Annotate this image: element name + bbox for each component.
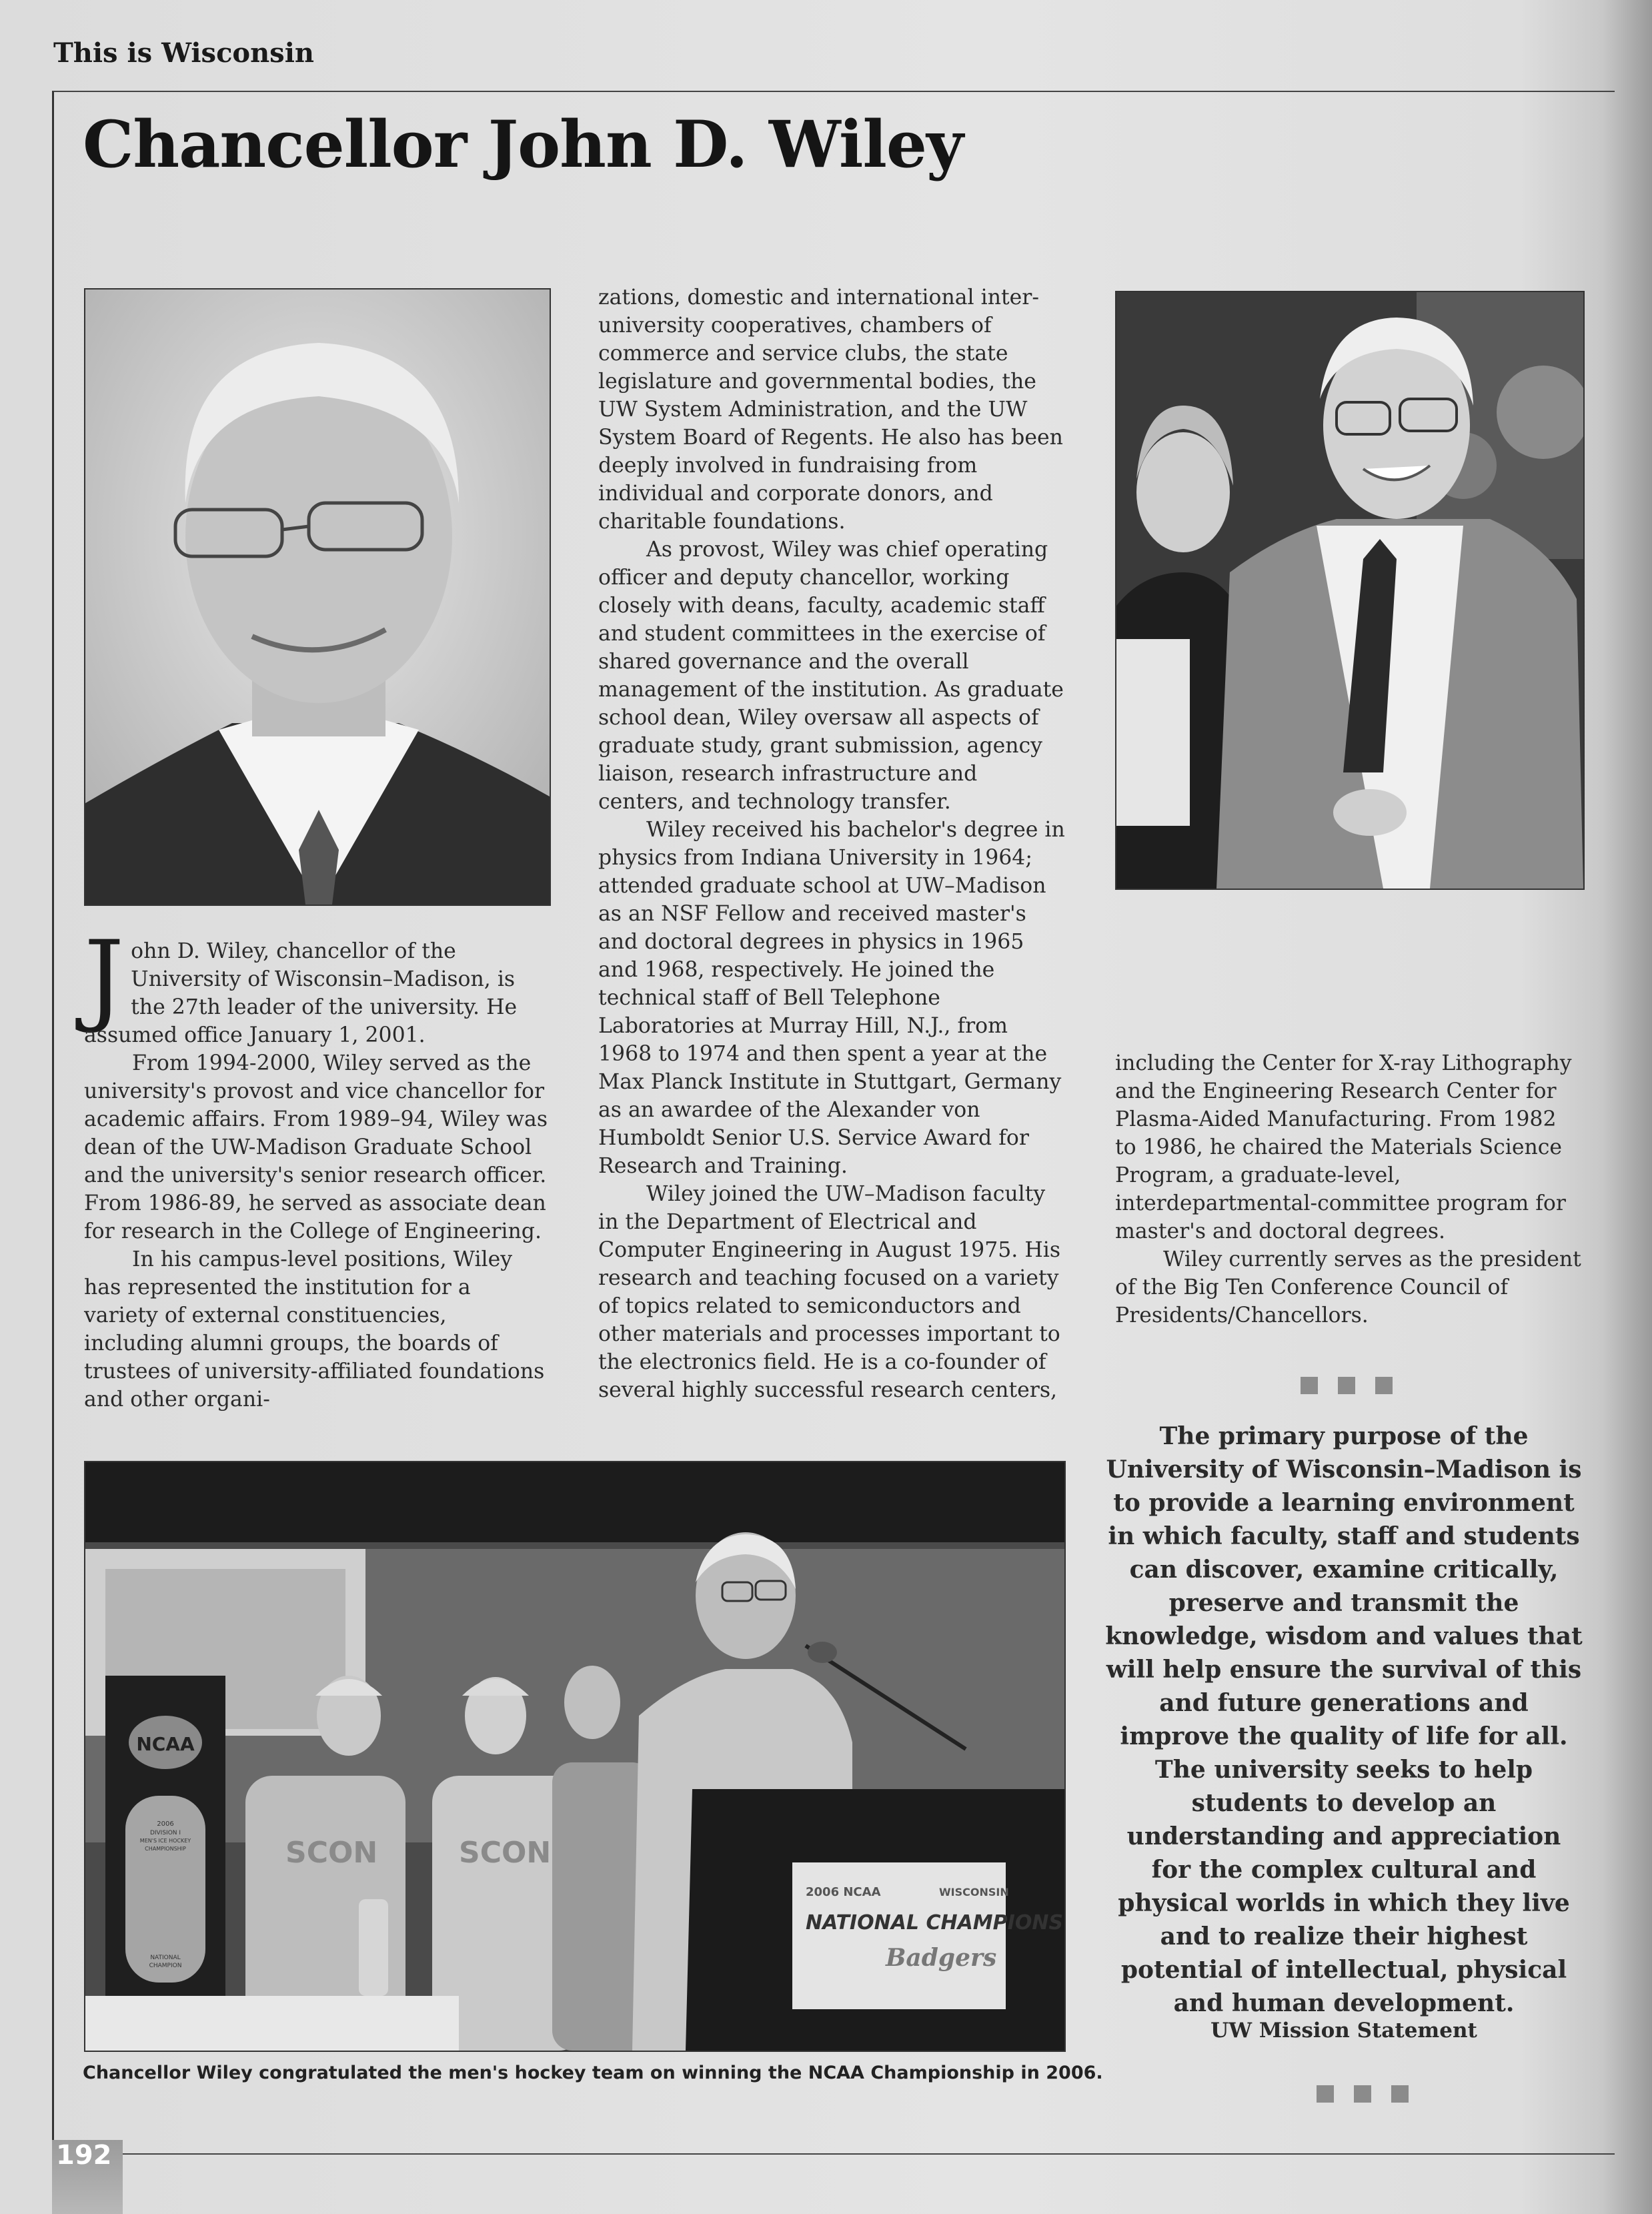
drop-cap: J (84, 920, 125, 1036)
bullet-square (1375, 1377, 1393, 1394)
page-number-tab (52, 2140, 123, 2214)
bullet-square (1301, 1377, 1318, 1394)
bullet-square (1391, 2085, 1409, 2103)
sign-year: 2006 NCAA (806, 1885, 881, 1899)
bullet-square (1338, 1377, 1355, 1394)
trophy-plaque-line: DIVISION I (149, 1830, 181, 1836)
ornament-bullets-bottom (1317, 2085, 1409, 2103)
page-title: Chancellor John D. Wiley (83, 107, 963, 182)
col1-paragraph-2: From 1994-2000, Wiley served as the university's provost and vice chancellor for academic affairs. From 1989–94, Wiley was dean of the UW-Madison Graduate School and the university's senior research officer. From 1986-89, he served as associate dean for research in the College of Engineering. (84, 1051, 548, 1243)
trophy-plaque-line: 2006 (157, 1820, 174, 1828)
trophy-plaque-line: MEN'S ICE HOCKEY (139, 1838, 191, 1844)
portrait-photo (84, 288, 551, 906)
col2-paragraph-1: zations, domestic and international inter-university cooperatives, chambers of commerce and service clubs, the state legislature and governmental bodies, the UW System Administration, and the UW System Board of Regents. He also has been deeply involved in fundraising from individual and corporate donors, and charitable foundations. (598, 286, 1063, 534)
col2-paragraph-2: As provost, Wiley was chief operating officer and deputy chancellor, working closely with deans, faculty, academic staff and student committees in the exercise of shared governance and the overall management of the institution. As graduate school dean, Wiley oversaw all aspects of graduate study, grant submission, agency liaison, research infrastructure and centers, and technology transfer. (598, 538, 1064, 814)
sign-national-champions: NATIONAL CHAMPIONS (806, 1911, 1064, 1934)
trophy-ncaa-logo: NCAA (136, 1733, 195, 1755)
photo-caption: Chancellor Wiley congratulated the men's hockey team on winning the NCAA Championship in 2006. (83, 2063, 1103, 2083)
bullet-square (1354, 2085, 1371, 2103)
page-number: 192 (56, 2140, 112, 2171)
hockey-celebration-photo (84, 1461, 1066, 2052)
sign-wisconsin: WISCONSIN (939, 1886, 1009, 1898)
col1-paragraph-1: ohn D. Wiley, chancellor of the University of Wisconsin–Madison, is the 27th leader of the university. He assumed office January 1, 2001. (84, 939, 518, 1047)
col1-paragraph-3: In his campus-level positions, Wiley has represented the institution for a variety of external constituencies, including alumni groups, the boards of trustees of university-affiliated foundations and other organi- (84, 1247, 545, 1412)
column-3 (1115, 1049, 1582, 1329)
mission-statement: The primary purpose of the University of Wisconsin–Madison is to provide a learning environment in which faculty, staff and students can discover, examine critically, preserve and transmit the knowledge, wisdom and values that will help ensure the survival of this and future generations and improve the quality of life for all. The university seeks to help students to develop an understanding and appreciation for the complex cultural and physical worlds in which they live and to realize their highest potential of intellectual, physical and human development. (1105, 1422, 1583, 2017)
running-head: This is Wisconsin (53, 37, 314, 69)
col2-paragraph-3: Wiley received his bachelor's degree in physics from Indiana University in 1964; attended graduate school at UW–Madison as an NSF Fellow and received master's and doctoral degrees in physics in 1965 and 1968, respectively. He joined the technical staff of Bell Telephone Laboratories at Murray Hill, N.J., from 1968 to 1974 and then spent a year at the Max Planck Institute in Stuttgart, Germany as an awardee of the Alexander von Humboldt Senior U.S. Service Award for Research and Training. (598, 818, 1065, 1178)
col3-paragraph-1: including the Center for X-ray Lithography and the Engineering Research Center for Plasma-Aided Manufacturing. From 1982 to 1986, he chaired the Materials Science Program, a graduate-level, interdepartmental-committee program for master's and doctoral degrees. (1115, 1051, 1572, 1243)
col2-paragraph-4: Wiley joined the UW–Madison faculty in the Department of Electrical and Computer Engineering in August 1975. His research and teaching focused on a variety of topics related to semiconductors and other materials and processes important to the electronics field. He is a co-founder of several highly successful research centers, (598, 1182, 1061, 1402)
col3-paragraph-2: Wiley currently serves as the president of the Big Ten Conference Council of Presidents/Chancellors. (1115, 1247, 1581, 1327)
ornament-bullets-top (1301, 1377, 1393, 1394)
jersey-lettering-1: SCON (285, 1836, 378, 1870)
trophy-plaque-line: CHAMPIONSHIP (145, 1846, 186, 1852)
sign-badgers: Badgers (886, 1944, 997, 1972)
candid-photo (1115, 291, 1585, 890)
bullet-square (1317, 2085, 1334, 2103)
jersey-lettering-2: SCON (459, 1836, 552, 1870)
column-2 (598, 284, 1065, 1404)
column-1 (84, 920, 548, 1414)
mission-attribution: UW Mission Statement (1210, 2019, 1477, 2043)
trophy-bottom-line: CHAMPION (149, 1963, 182, 1969)
trophy-bottom-line: NATIONAL (150, 1955, 181, 1961)
